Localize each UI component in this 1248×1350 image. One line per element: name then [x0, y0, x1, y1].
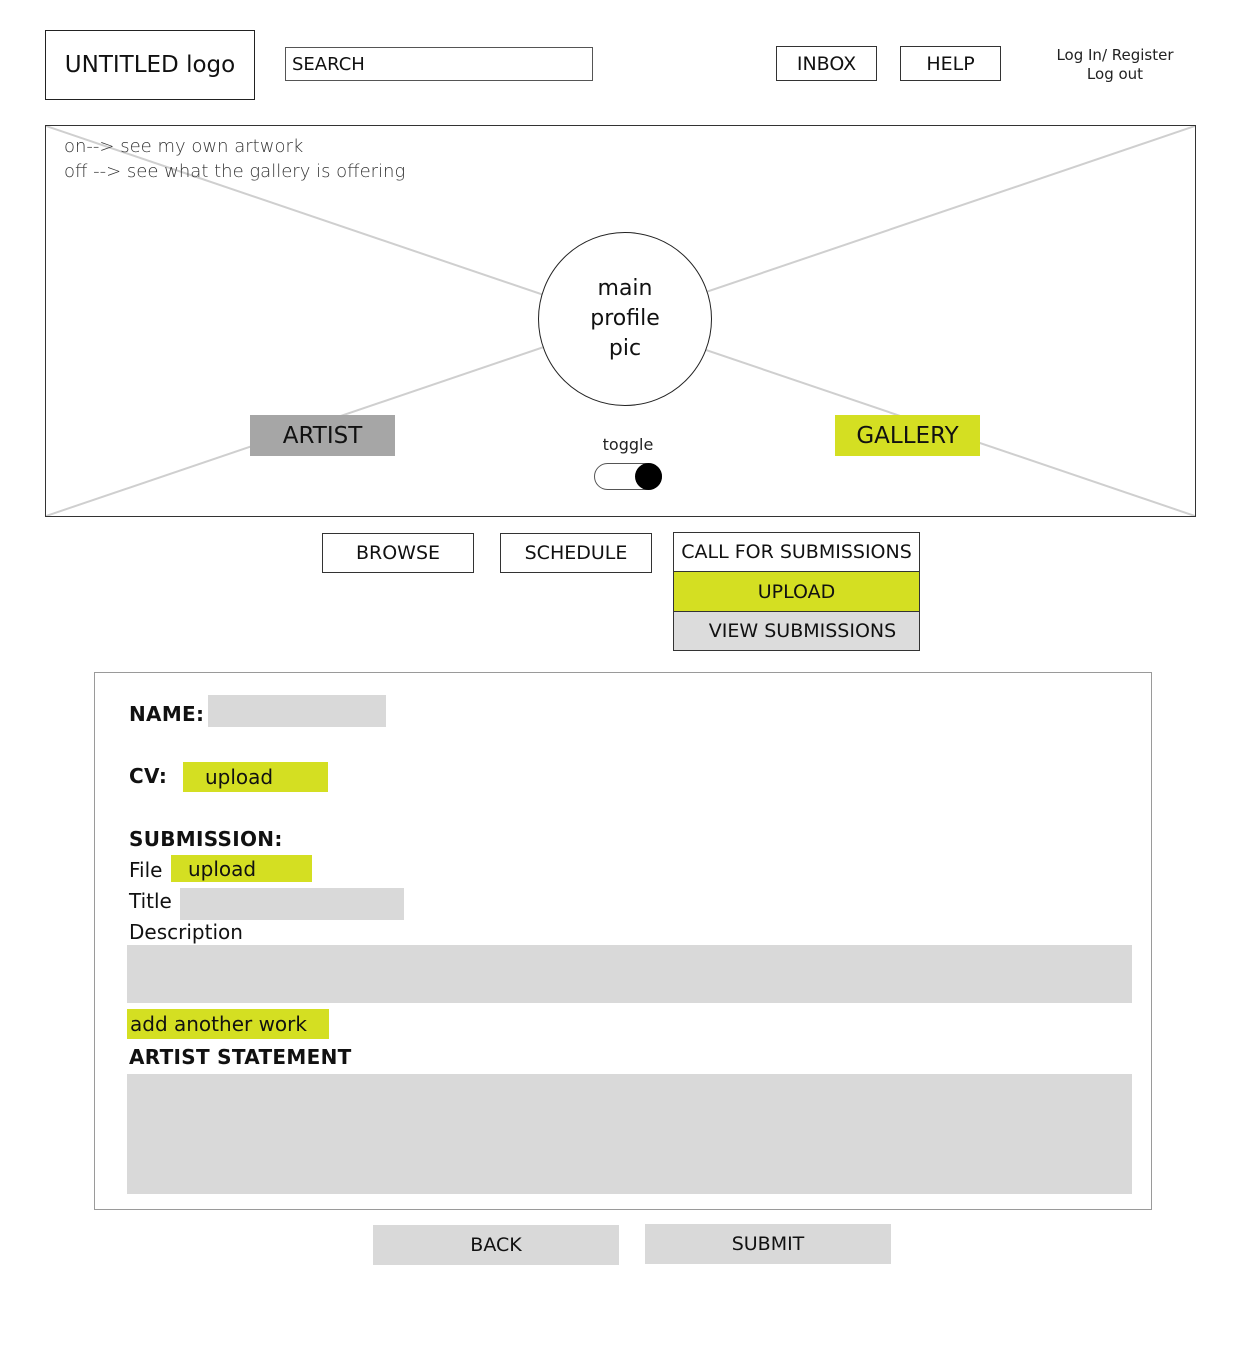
description-label: Description	[129, 920, 243, 944]
name-input[interactable]	[208, 695, 386, 727]
profile-picture-label: main profile pic	[590, 276, 660, 361]
artist-mode-label[interactable]	[250, 415, 395, 456]
add-another-work-label: add another work	[130, 1012, 307, 1036]
gallery-label: GALLERY	[856, 422, 959, 449]
help-button[interactable]	[900, 46, 1001, 81]
cv-label: CV:	[129, 764, 168, 788]
file-upload-label: upload	[188, 856, 257, 881]
submit-label: SUBMIT	[731, 1233, 805, 1255]
submit-button[interactable]	[645, 1224, 891, 1264]
add-another-work-button[interactable]	[127, 1009, 329, 1039]
menu-item-view-submissions-label: VIEW SUBMISSIONS	[708, 620, 897, 642]
toggle-label: toggle	[602, 435, 654, 454]
file-label: File	[129, 858, 163, 882]
back-label: BACK	[470, 1234, 522, 1256]
title-label: Title	[129, 889, 172, 913]
login-register-link[interactable]: Log In/ Register	[1056, 46, 1174, 64]
artist-statement-label: ARTIST STATEMENT	[129, 1045, 352, 1069]
toggle-note-on: on--> see my own artwork	[64, 136, 304, 157]
schedule-button[interactable]	[500, 533, 652, 573]
inbox-button[interactable]	[776, 46, 877, 81]
description-textarea[interactable]	[127, 945, 1132, 1003]
artist-label: ARTIST	[282, 422, 363, 449]
call-for-submissions-button[interactable]	[673, 532, 920, 572]
title-input[interactable]	[180, 888, 404, 920]
browse-label: BROWSE	[355, 542, 441, 564]
auth-links	[1030, 46, 1200, 84]
schedule-label: SCHEDULE	[524, 542, 628, 564]
toggle-note-off: off --> see what the gallery is offering	[64, 161, 406, 182]
browse-button[interactable]	[322, 533, 474, 573]
cv-upload-button[interactable]	[183, 762, 328, 792]
logo[interactable]	[45, 30, 255, 100]
toggle-note	[64, 134, 405, 184]
file-upload-button[interactable]	[171, 855, 312, 882]
hero-banner	[45, 125, 1196, 517]
inbox-label: INBOX	[796, 52, 857, 75]
logout-link[interactable]: Log out	[1086, 65, 1144, 83]
search-input[interactable]	[285, 47, 593, 81]
profile-picture[interactable]	[538, 232, 712, 406]
mode-toggle-switch[interactable]	[594, 463, 662, 490]
back-button[interactable]	[373, 1225, 619, 1265]
menu-item-upload-label: UPLOAD	[757, 580, 836, 603]
call-for-submissions-label: CALL FOR SUBMISSIONS	[681, 541, 912, 563]
name-label: NAME:	[129, 702, 205, 726]
gallery-mode-label[interactable]	[835, 415, 980, 456]
help-label: HELP	[926, 52, 975, 75]
submission-heading: SUBMISSION:	[129, 827, 283, 851]
submission-form	[94, 672, 1152, 1210]
cv-upload-label: upload	[205, 765, 274, 789]
menu-item-upload[interactable]	[673, 572, 920, 612]
menu-item-view-submissions[interactable]	[673, 611, 920, 651]
artist-statement-textarea[interactable]	[127, 1074, 1132, 1194]
toggle-knob	[635, 463, 662, 490]
logo-text: UNTITLED logo	[64, 52, 236, 78]
